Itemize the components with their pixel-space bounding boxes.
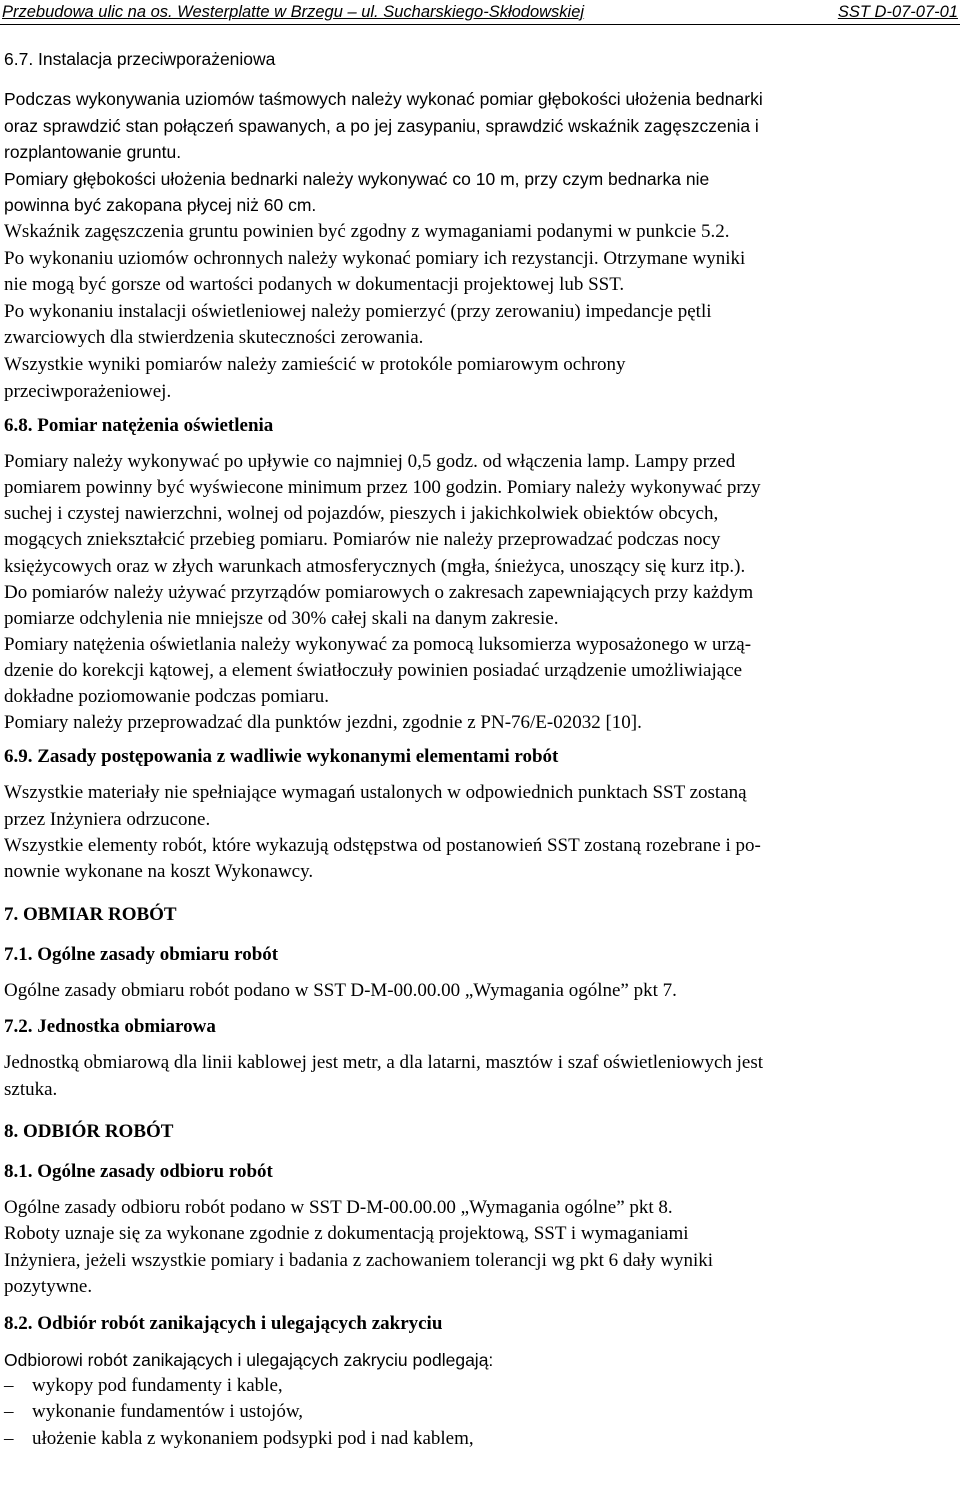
document-body	[4, 46, 958, 1452]
paragraph-line: Podczas wykonywania uziomów taśmowych należy wykonać pomiar głębokości ułożenia bednarki	[4, 89, 763, 109]
paragraph-line: Po wykonaniu instalacji oświetleniowej należy pomierzyć (przy zerowaniu) impedancje pętli	[4, 300, 712, 322]
paragraph-line: nie mogą być gorsze od wartości podanych w dokumentacji projektowej lub SST.	[4, 274, 625, 296]
paragraph-line: dzenie do korekcji kątowej, a element światłoczuły powinien posiadać urządzenie umożliwiające	[4, 659, 743, 681]
paragraph-line: mogących zniekształcić przebieg pomiaru. Pomiarów nie należy przeprowadzać podczas nocy	[4, 529, 721, 551]
list-item	[4, 1399, 958, 1425]
section-heading-7: 7. OBMIAR ROBÓT	[4, 903, 177, 925]
paragraph-line: Wszystkie wyniki pomiarów należy zamieścić w protokóle pomiarowym ochrony	[4, 353, 626, 375]
page-header	[0, 0, 960, 26]
header-rule	[0, 24, 960, 25]
section-heading-6-7: 6.7. Instalacja przeciwporażeniowa	[4, 49, 276, 69]
section-heading-7-1: 7.1. Ogólne zasady obmiaru robót	[4, 943, 279, 965]
paragraph-line: Jednostką obmiarową dla linii kablowej jest metr, a dla latarni, masztów i szaf oświetleniowych jest	[4, 1052, 764, 1074]
paragraph-line: Pomiary natężenia oświetlania należy wykonywać za pomocą luksomierza wyposażonego w urzą-	[4, 633, 752, 655]
paragraph-line: Roboty uznaje się za wykonane zgodnie z dokumentacją projektową, SST i wymaganiami	[4, 1223, 689, 1245]
paragraph-line: pozytywne.	[4, 1276, 93, 1298]
paragraph-line: sztuka.	[4, 1078, 58, 1100]
paragraph-line: Inżyniera, jeżeli wszystkie pomiary i badania z zachowaniem tolerancji wg pkt 6 dały wyniki	[4, 1249, 714, 1271]
paragraph-line: Odbiorowi robót zanikających i ulegających zakryciu podlegają:	[4, 1349, 494, 1370]
paragraph-line: pomiarze odchylenia nie mniejsze od 30% całej skali na danym zakresie.	[4, 607, 559, 629]
paragraph-line: Po wykonaniu uziomów ochronnych należy wykonać pomiary ich rezystancji. Otrzymane wyniki	[4, 247, 746, 269]
paragraph-line: Do pomiarów należy używać przyrządów pomiarowych o zakresach zapewniających przy każdym	[4, 581, 754, 603]
list-item-text: ułożenie kabla z wykonaniem podsypki pod i nad kablem,	[32, 1427, 474, 1449]
paragraph-line: dokładne poziomowanie podczas pomiaru.	[4, 685, 330, 707]
header-title: Przebudowa ulic na os. Westerplatte w Brzegu – ul. Sucharskiego-Skłodowskiej	[2, 3, 585, 21]
paragraph-line: pomiarem powinny być wyświecone minimum przez 100 godzin. Pomiary należy wykonywać przy	[4, 477, 761, 499]
section-heading-7-2: 7.2. Jednostka obmiarowa	[4, 1016, 216, 1038]
paragraph-line: Ogólne zasady odbioru robót podano w SST D-M-00.00.00 „Wymagania ogólne” pkt 8.	[4, 1197, 673, 1218]
bullet-list	[4, 1373, 958, 1452]
paragraph-line: powinna być zakopana płycej niż 60 cm.	[4, 195, 317, 216]
dash-bullet: –	[4, 1375, 14, 1397]
paragraph-line: oraz sprawdzić stan połączeń spawanych, a po jej zasypaniu, sprawdzić wskaźnik zagęszczenia i	[4, 115, 759, 136]
section-heading-8: 8. ODBIÓR ROBÓT	[4, 1121, 174, 1142]
paragraph-line: księżycowych oraz w złych warunkach atmosferycznych (mgła, śnieżyca, unoszący się kurz itp.).	[4, 555, 746, 577]
paragraph-line: przez Inżyniera odrzucone.	[4, 808, 211, 830]
dash-bullet: –	[4, 1401, 14, 1423]
section-heading-6-8: 6.8. Pomiar natężenia oświetlenia	[4, 415, 274, 437]
paragraph-line: Pomiary należy przeprowadzać dla punktów jezdni, zgodnie z PN-76/E-02032 [10].	[4, 712, 642, 734]
dash-bullet: –	[4, 1427, 14, 1449]
paragraph-line: suchej i czystej nawierzchni, wolnej od pojazdów, pieszych i jakichkolwiek obiektów obcych,	[4, 503, 719, 525]
paragraph-line: przeciwporażeniowej.	[4, 380, 172, 402]
section-heading-6-9: 6.9. Zasady postępowania z wadliwie wykonanymi elementami robót	[4, 746, 559, 768]
paragraph-line: nownie wykonane na koszt Wykonawcy.	[4, 861, 314, 883]
header-code: SST D-07-07-01	[837, 3, 958, 21]
section-heading-8-2: 8.2. Odbiór robót zanikających i ulegających zakryciu	[4, 1312, 443, 1334]
list-item-text: wykopy pod fundamenty i kable,	[32, 1375, 283, 1397]
list-item-text: wykonanie fundamentów i ustojów,	[32, 1401, 304, 1423]
list-item	[4, 1373, 958, 1399]
section-heading-8-1: 8.1. Ogólne zasady odbioru robót	[4, 1161, 273, 1182]
paragraph-line: rozplantowanie gruntu.	[4, 142, 182, 163]
paragraph-line: Pomiary głębokości ułożenia bednarki należy wykonywać co 10 m, przy czym bednarka nie	[4, 168, 710, 189]
paragraph-line: Pomiary należy wykonywać po upływie co najmniej 0,5 godz. od włączenia lamp. Lampy przed	[4, 451, 736, 473]
paragraph-line: zwarciowych dla stwierdzenia skuteczności zerowania.	[4, 327, 424, 349]
list-item	[4, 1426, 958, 1452]
paragraph-line: Wszystkie materiały nie spełniające wymagań ustalonych w odpowiednich punktach SST zostaną	[4, 782, 747, 804]
paragraph-line: Wszystkie elementy robót, które wykazują odstępstwa od postanowień SST zostaną rozebrane i po-	[4, 834, 761, 856]
paragraph-line: Wskaźnik zagęszczenia gruntu powinien być zgodny z wymaganiami podanymi w punkcie 5.2.	[4, 220, 730, 242]
paragraph-line: Ogólne zasady obmiaru robót podano w SST D-M-00.00.00 „Wymagania ogólne” pkt 7.	[4, 979, 677, 1001]
